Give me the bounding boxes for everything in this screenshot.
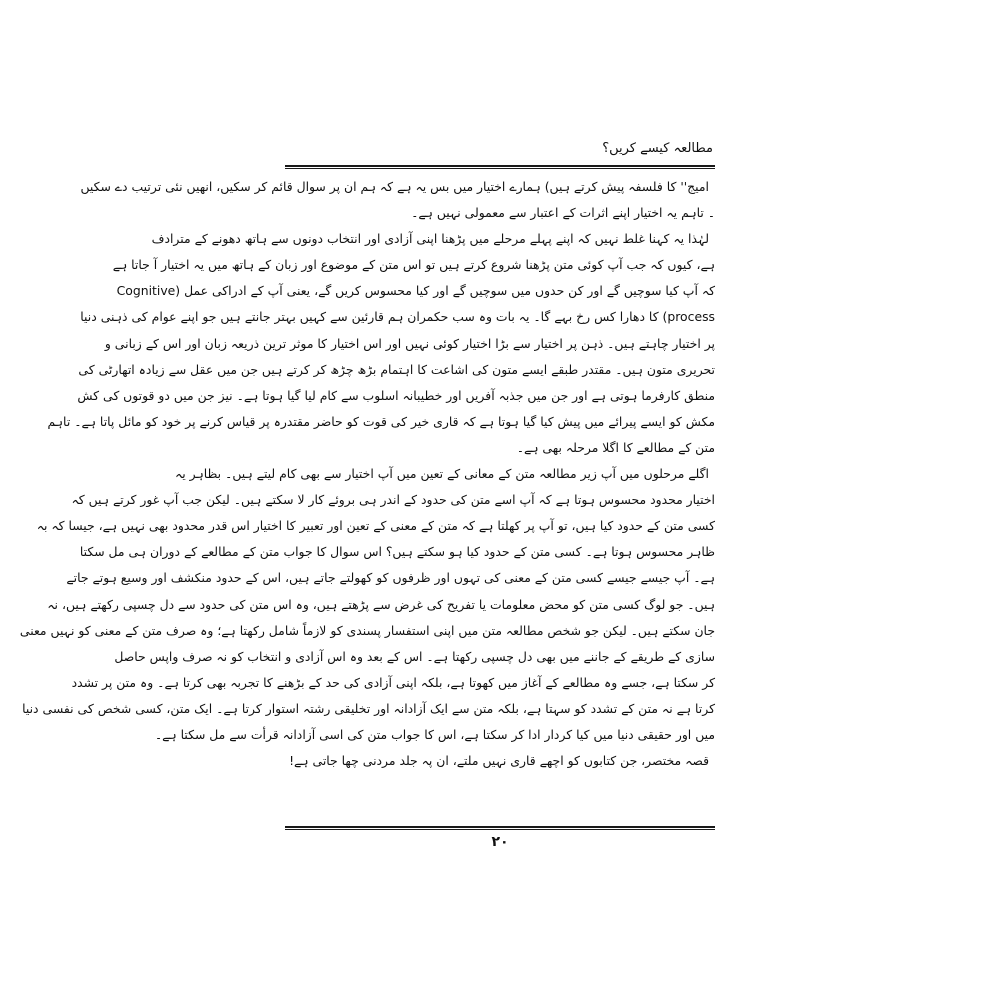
body-text	[19, 174, 715, 774]
text-line: اختیار محدود محسوس ہوتا ہے کہ آپ اسے متن کی حدود کے اندر ہی بروئے کار لا سکتے ہیں۔ لیکن جب آپ غور کرتے ہیں کہ	[71, 492, 715, 508]
text-line: کر سکتا ہے، جسے وہ مطالعے کے آغاز میں کھوتا ہے، بلکہ اپنی آزادی کی حد کے بڑھنے کا تجربہ بھی کرتا ہے۔ وہ متن پر تشدد	[71, 674, 715, 690]
text-line: منطق کارفرما ہوتی ہے اور جن میں جذبہ آفریں اور خطیبانہ اسلوب سے کام لیا گیا ہوتا ہے۔ نیز جن میں دو قوتوں کی کش	[77, 387, 715, 403]
text-line: سازی کے طریقے کے جاننے میں بھی دل چسپی رکھتا ہے۔ اس کے بعد وہ اس آزادی و انتخاب کو نہ صرف واپس حاصل	[114, 648, 715, 664]
text-line: ہے۔ آپ جیسے جیسے کسی متن کے معنی کی تہوں اور ظرفوں کو کھولتے جاتے ہیں، اس کے حدود منکشف اور وسیع ہوتے جاتے	[66, 570, 715, 586]
text-line: کرتا ہے نہ متن کے تشدد کو سہتا ہے، بلکہ متن سے ایک آزادانہ اور تخلیقی رشتہ استوار کرتا ہے۔ ایک متن، کسی شخص کی نفسی دنیا	[22, 700, 715, 716]
text-line: جان سکتے ہیں۔ لیکن جو شخص مطالعہ متن میں اپنی استفسار پسندی کو لازماً شامل رکھتا ہے؛ وہ صرف متن کے معنی کو نہیں معنی	[19, 622, 715, 638]
text-line: مکش کو ایسے پیرائے میں پیش کیا گیا ہوتا ہے کہ قاری خیر کی قوت کو حاضر مقتدرہ پر قیاس کرنے پر خود کو مائل پاتا ہے۔ تاہم	[47, 413, 715, 429]
text-line: تحریری متون ہیں۔ مقتدر طبقے ایسے متون کی اشاعت کا اہتمام بڑھ چڑھ کر کرتے ہیں جن میں عقل سے زیادہ اتھارٹی کی	[78, 361, 715, 377]
text-line: process) کا دھارا کس رخ بہے گا۔ یہ بات وہ سب حکمران ہم قارئین سے کہیں بہتر جانتے ہیں جو اپنے عوام کی ذہنی دنیا	[80, 309, 715, 325]
paragraph-first-line: قصہ مختصر، جن کتابوں کو اچھے قاری نہیں ملتے، ان پہ جلد مردنی چھا جاتی ہے!	[289, 753, 709, 769]
paragraph-first-line: لہٰذا یہ کہنا غلط نہیں کہ اپنے پہلے مرحلے میں پڑھنا اپنی آزادی اور انتخاب دونوں سے ہاتھ دھونے کے مترادف	[151, 231, 709, 247]
page-number: ۲۰	[491, 834, 509, 850]
footer-rule-secondary	[285, 829, 715, 830]
text-line: ہیں۔ جو لوگ کسی متن کو محض معلومات یا تفریح کی غرض سے پڑھتے ہیں، وہ اس متن کی حدود سے دل چسپی رکھتے ہیں، نہ	[47, 596, 715, 612]
text-line: کسی متن کے حدود کیا ہیں، تو آپ پر کھلتا ہے کہ متن کے معنی کے تعین اور تعبیر کا اختیار اس قدر محدود بھی نہیں ہے، جیسا کہ بہ	[36, 518, 715, 534]
paragraph-first-line: اگلے مرحلوں میں آپ زیر مطالعہ متن کے معانی کے تعین میں آپ اختیار سے بھی کام لیتے ہیں۔ بظاہر یہ	[174, 466, 709, 482]
running-header-title: مطالعہ کیسے کریں؟	[602, 141, 713, 156]
text-line: میں اور حقیقی دنیا میں کیا کردار ادا کر سکتا ہے، اس کا جواب متن کی اسی آزادانہ قرأت سے مل سکتا ہے۔	[154, 726, 715, 742]
text-line: ۔ تاہم یہ اختیار اپنے اثرات کے اعتبار سے معمولی نہیں ہے۔	[411, 205, 715, 221]
text-line: کہ آپ کیا سوچیں گے اور کن حدوں میں سوچیں گے اور کیا محسوس کریں گے، یعنی آپ کے ادراکی عمل (Cognitive	[116, 283, 715, 299]
footer-rule	[285, 826, 715, 828]
text-line: ظاہر محسوس ہوتا ہے۔ کسی متن کے حدود کیا ہو سکتے ہیں؟ اس سوال کا جواب متن کے مطالعے کے دوران ہی مل سکتا	[79, 544, 715, 560]
text-line: متن کے مطالعے کا اگلا مرحلہ بھی ہے۔	[516, 439, 715, 455]
text-line: پر اختیار چاہتے ہیں۔ ذہن پر اختیار سے بڑا اختیار کوئی نہیں اور اس اختیار کا موثر ترین ذریعہ زبان اور اس کے زبانی و	[104, 335, 715, 351]
header-rule	[285, 165, 715, 167]
text-line: ہے، کیوں کہ جب آپ کوئی متن پڑھنا شروع کرتے ہیں تو اس متن کے موضوع اور زبان کے ہاتھ میں یہ اختیار آ جاتا ہے	[112, 257, 715, 273]
header-rule-secondary	[285, 168, 715, 169]
text-line: امیج'' کا فلسفہ پیش کرتے ہیں) ہمارے اختیار میں بس یہ ہے کہ ہم ان پر سوال قائم کر سکیں، انھیں نئی ترتیب دے سکیں	[80, 179, 709, 194]
